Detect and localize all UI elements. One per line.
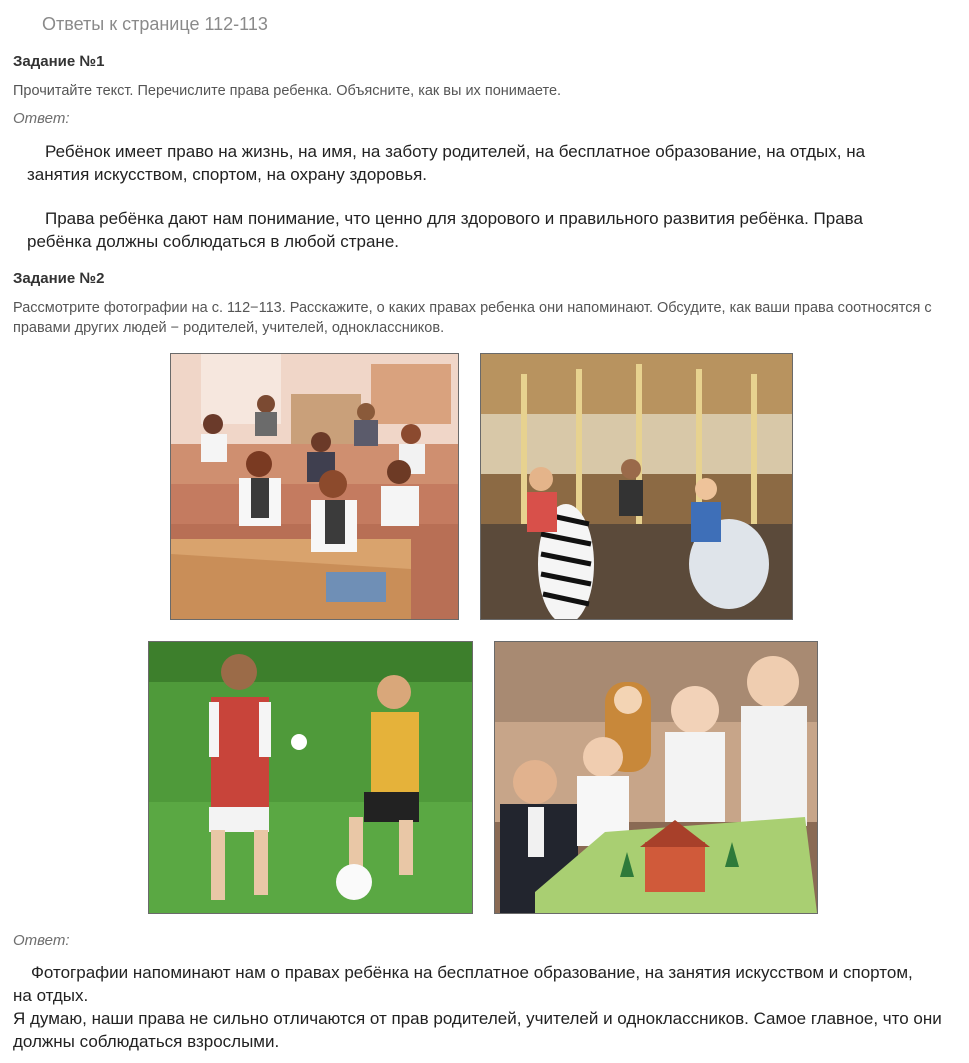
task-1-answer-paragraph-2: Права ребёнка дают нам понимание, что ценно для здорового и правильного развития ребёнка. Права ребёнка должны соблюдаться в любой стране. [27, 209, 863, 251]
classroom-photo [170, 353, 459, 620]
football-image [149, 642, 472, 913]
task-2-answer-paragraph-1: Фотографии напоминают нам о правах ребёнка на бесплатное образование, на занятия искусством и спортом, на отдых. [13, 963, 913, 1005]
task-2-question: Рассмотрите фотографии на с. 112−113. Расскажите, о каких правах ребенка они напоминают. Обсудите, как ваши права соотносятся с правами других людей − родителей, учителей, одноклассников. [13, 300, 932, 336]
football-photo [148, 641, 473, 914]
task-1-question: Прочитайте текст. Перечислите права ребенка. Объясните, как вы их понимаете. [13, 83, 562, 99]
page-title: Ответы к странице 112-113 [42, 14, 268, 34]
task-2-answer-label: Ответ: [13, 932, 70, 949]
task-1-heading: Задание №1 [13, 53, 105, 70]
task-2-answer-paragraph-2: Я думаю, наши права не сильно отличаются от прав родителей, учителей и одноклассников. Самое главное, что они должны соблюдаться взрослыми. [13, 1009, 942, 1051]
classroom-image [171, 354, 458, 619]
carousel-photo [480, 353, 793, 620]
task-1-answer-label: Ответ: [13, 110, 70, 127]
task-1-answer-paragraph-1: Ребёнок имеет право на жизнь, на имя, на заботу родителей, на бесплатное образование, на отдых, на занятия искусством, спортом, на охрану здоровья. [27, 142, 866, 184]
carousel-image [481, 354, 792, 619]
crafts-photo [494, 641, 818, 914]
crafts-image [495, 642, 817, 913]
task-2-heading: Задание №2 [13, 270, 105, 287]
